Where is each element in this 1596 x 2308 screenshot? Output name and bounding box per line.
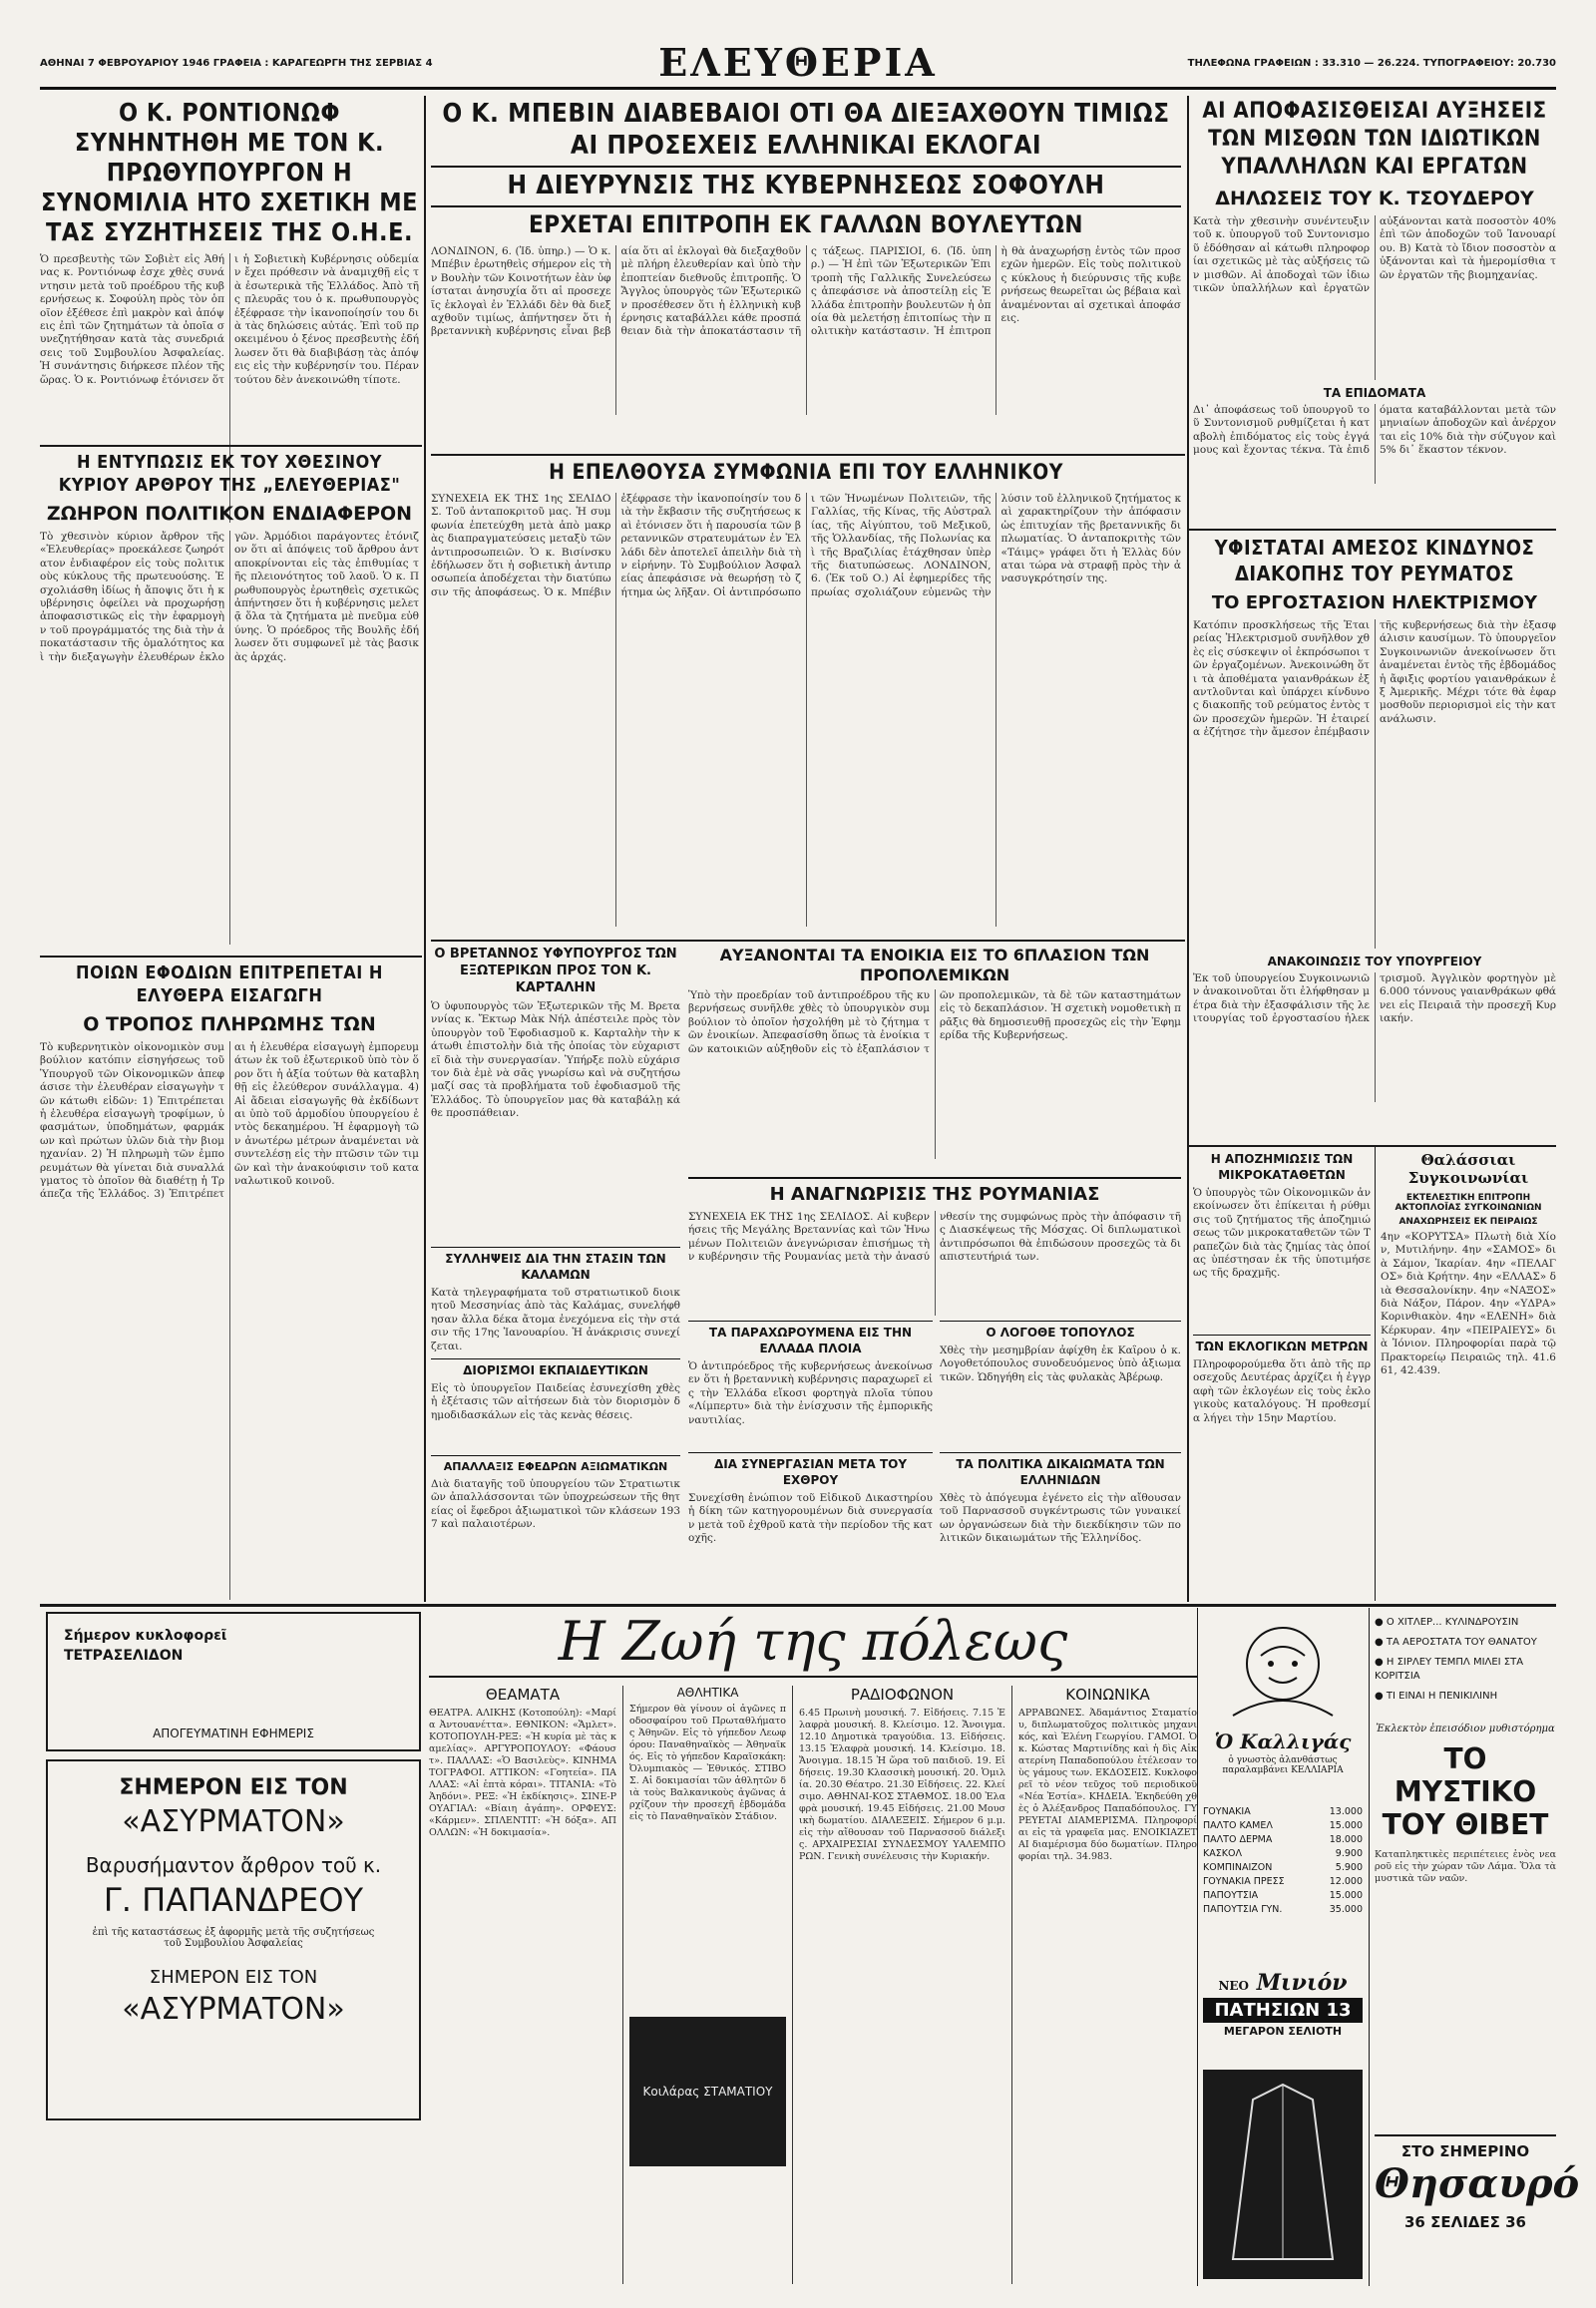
price-row: [1203, 1889, 1363, 1903]
article-body: Χθὲς τὸ ἀπόγευμα ἐγένετο εἰς τὴν αἴθουσαν τοῦ Παρνασσοῦ συγκέντρωσις τῶν γυναικείων ὀργανώσεων διὰ τὴν διεκδίκησιν τῶν πολιτικῶν δικαιωμάτων τῆς Ἑλληνίδος.: [940, 1492, 1181, 1545]
ad-line: ΤΕΤΡΑΣΕΛΙΔΟΝ: [64, 1648, 184, 1664]
article-headline: ΤΑ ΠΑΡΑΧΩΡΟΥΜΕΝΑ ΕΙΣ ΤΗΝ ΕΛΛΑΔΑ ΠΛΟΙΑ: [708, 1326, 913, 1355]
price-row: [1203, 1833, 1363, 1847]
column-rule: [1369, 1608, 1370, 2286]
article-headline: ΑΥΞΑΝΟΝΤΑΙ ΤΑ ΕΝΟΙΚΙΑ ΕΙΣ ΤΟ 6ΠΛΑΣΙΟΝ ΤΩΝ ΠΡΟΠΟΛΕΜΙΚΩΝ: [719, 946, 1150, 984]
article-body: Ὁ ἀντιπρόεδρος τῆς κυβερνήσεως ἀνεκοίνωσεν ὅτι ἡ βρεταννικὴ κυβέρνησις παραχωρεῖ εἰς τὴν Ἑλλάδα εἴκοσι φορτηγὰ πλοῖα τύπου «Λίμπερτυ» διὰ τὴν ἐνίσχυσιν τῆς ἐμπορικῆς ναυτιλίας.: [688, 1360, 933, 1426]
price-row: [1203, 1847, 1363, 1861]
section-divider: [40, 956, 422, 958]
bullet-text: ΤΙ ΕΙΝΑΙ Η ΠΕΝΙΚΙΛΙΝΗ: [1386, 1691, 1498, 1702]
section-divider: [1189, 1145, 1556, 1147]
shipping-committee: ΕΚΤΕΛΕΣΤΙΚΗ ΕΠΙΤΡΟΠΗ ΑΚΤΟΠΛΟΪΑΣ ΣΥΓΚΟΙΝΩΝΙΩΝ: [1395, 1193, 1542, 1213]
center-sub5: [431, 1455, 680, 1600]
column-rule: [1187, 96, 1189, 1602]
section-divider: [1189, 529, 1556, 531]
zoi-col-text: 6.45 Πρωινὴ μουσική. 7. Εἰδήσεις. 7.15 Ἐλαφρὰ μουσική. 8. Κλείσιμο. 12. Ἄνοιγμα. 12.10 Δημοτικὰ τραγούδια. 13. Εἰδήσεις. 13.15 Ἐλαφρὰ μουσική. 14. Κλείσιμο. 18. Ἄνοιγμα. 18.15 Ἡ ὥρα τοῦ παιδιοῦ. 19. Εἰδήσεις. 19.30 Κλασσικὴ μουσική. 20. Ὁμιλία. 20.30 Θέατρο. 21.30 Εἰδήσεις. 22. Κλείσιμο. ΑΘΗΝΑΙ-ΚΟΣ ΣΤΑΘΜΟΣ. 18.00 Ἐλαφρὰ μουσική. 19.45 Εἰδήσεις. 21.00 Μουσικὴ δωματίου. ΔΙΑΛΕΞΕΙΣ. Σήμερον 6 μ.μ. εἰς τὴν αἴθουσαν τοῦ Παρνασσοῦ διάλεξις. ΑΡΧΑΙΡΕΣΙΑΙ ΣΥΝΔΕΣΜΟΥ ΥΑΛΕΜΠΟΡΩΝ. Γενικὴ συνέλευσις τὴν Κυριακήν.: [799, 1708, 1005, 1862]
article-headline: Η ΕΠΕΛΘΟΥΣΑ ΣΥΜΦΩΝΙΑ ΕΠΙ ΤΟΥ ΕΛΛΗΝΙΚΟΥ: [549, 460, 1063, 484]
price-row: [1203, 1805, 1363, 1819]
section-title: ΑΝΑΚΟΙΝΩΣΙΣ ΤΟΥ ΥΠΟΥΡΓΕΙΟΥ: [1267, 955, 1482, 968]
ad-kykloforei: [46, 1612, 421, 1751]
ad-kalliga: [1203, 1616, 1363, 1795]
article-body: Ὑπὸ τὴν προεδρίαν τοῦ ἀντιπροέδρου τῆς κυβερνήσεως συνῆλθε χθὲς τὸ ὑπουργικὸν συμβούλιον τὸ ὁποῖον ἠσχολήθη μὲ τὸ ζήτημα τῶν ἐνοικίων. Ἀπεφασίσθη ὅπως τὰ ἐνοίκια τῶν κατοικιῶν αὐξηθοῦν εἰς τὸ ἑξαπλάσιον τῶν προπολεμικῶν, τὰ δὲ τῶν καταστημάτων εἰς τὸ δεκαπλάσιον. Ἡ σχετικὴ νομοθετικὴ πρᾶξις θὰ δημοσιευθῇ προσεχῶς εἰς τὴν Ἐφημερίδα τῆς Κυβερνήσεως.: [688, 989, 1181, 1055]
zoi-col-theamata: [429, 1686, 623, 2284]
center-sub2: [688, 946, 1181, 1175]
price-item: ΠΑΛΤΟ ΚΑΜΕΛ: [1203, 1820, 1273, 1831]
bullet-text: Η ΣΙΡΛΕΥ ΤΕΜΠΛ ΜΙΛΕΙ ΣΤΑ ΚΟΡΙΤΣΙΑ: [1375, 1657, 1524, 1682]
article-headline: Η ΕΝΤΥΠΩΣΙΣ ΕΚ ΤΟΥ ΧΘΕΣΙΝΟΥ ΚΥΡΙΟΥ ΑΡΘΡΟΥ ΤΗΣ „ΕΛΕΥΘΕΡΙΑΣ": [58, 452, 401, 496]
zoi-col-title: ΡΑΔΙΟΦΩΝΟΝ: [850, 1686, 955, 1704]
ad-title: ΤΟΥ ΘΙΒΕΤ: [1382, 1808, 1549, 1841]
zoi-col-koinonika: [1012, 1686, 1197, 2284]
bullet-item: ● ΤΙ ΕΙΝΑΙ Η ΠΕΝΙΚΙΛΙΝΗ: [1375, 1691, 1498, 1702]
ad-brand: «ΑΣΥΡΜΑΤΟΝ»: [122, 1804, 345, 1839]
zoi-title: Η Ζωή της πόλεως: [429, 1610, 1197, 1678]
section-title: ΤΑ ΕΠΙΔΟΜΑΤΑ: [1323, 386, 1426, 400]
ad-line: ΣΗΜΕΡΟΝ ΕΙΣ ΤΟΝ: [149, 1967, 318, 1988]
article-headline: ΤΩΝ ΕΚΛΟΓΙΚΩΝ ΜΕΤΡΩΝ: [1195, 1340, 1369, 1353]
ad-oinos-text: Κοιλάρας ΣΤΑΜΑΤΙΟΥ: [642, 2085, 773, 2099]
ad-brand: Ὁ Καλλιγάς: [1214, 1730, 1352, 1753]
price-item: ΠΑΛΤΟ ΔΕΡΜΑ: [1203, 1834, 1273, 1845]
center-sub6: [688, 1177, 1181, 1317]
ad-line: ΣΤΟ ΣΗΜΕΡΙΝΟ: [1400, 2142, 1530, 2160]
ad-asyrmaton: [46, 1759, 421, 2120]
ad-line: 36 ΣΕΛΙΔΕΣ 36: [1404, 2213, 1526, 2231]
ad-name: Γ. ΠΑΠΑΝΔΡΕΟΥ: [103, 1881, 364, 1919]
zoi-col-athlitika: [623, 1686, 793, 2284]
right-sub2: [1193, 1335, 1371, 1600]
main-headline-3: ΕΡΧΕΤΑΙ ΕΠΙΤΡΟΠΗ ΕΚ ΓΑΛΛΩΝ ΒΟΥΛΕΥΤΩΝ: [431, 205, 1181, 239]
article-body: Ὁ πρεσβευτὴς τῶν Σοβιὲτ εἰς Ἀθήνας κ. Ροντιόνωφ ἐσχε χθὲς συνάντησιν μετὰ τοῦ προέδρου τῆς κυβερνήσεως κ. Σοφούλη πρὸς τὸν ὁποῖον ἐξέθεσε ἐπὶ μακρὸν καὶ ἀπόψεις ἐπὶ τῶν ζητημάτων τὰ ὁποῖα συνεζητήθησαν κατὰ τὰς συνεδριάσεις τοῦ Συμβουλίου Ἀσφαλείας. Ἡ συνάντησις διήρκεσε πλέον τῆς ὥρας. Ὁ κ. Ροντιόνωφ ἐτόνισεν ὅτι ἡ Σοβιετικὴ Κυβέρνησις οὐδεμίαν ἔχει πρόθεσιν νὰ ἀναμιχθῇ εἰς τὰ ἐσωτερικὰ τῆς Ἑλλάδος. Ἀπὸ τῆς πλευρᾶς του ὁ κ. πρωθυπουργὸς ἐξέφρασε τὴν ἱκανοποίησίν του διὰ τὰς δηλώσεις αὐτάς. Ἐπὶ τοῦ προκειμένου ὁ ξένος πρεσβευτὴς ἐδήλωσεν ὅτι θὰ διαβιβάσῃ τὰς ἀπόψεις εἰς τὴν κυβέρνησίν του. Πέραν τούτου δὲν ἀνεκοινώθη τίποτε.: [40, 253, 419, 386]
article-body: Τὸ κυβερνητικὸν οἰκονομικὸν συμβούλιον κατόπιν εἰσηγήσεως τοῦ Ὑπουργοῦ τῶν Οἰκονομικῶν ἀπεφάσισε τὴν ἐλευθέραν εἰσαγωγὴν τῶν κάτωθι εἰδῶν: 1) Ἐπιτρέπεται ἡ ἐλευθέρα εἰσαγωγὴ τροφίμων, ὑφασμάτων, ὑποδημάτων, φαρμάκων καὶ πρώτων ὑλῶν διὰ τὴν βιομηχανίαν. 2) Ἡ πληρωμὴ τῶν ἐμπορευμάτων θὰ γίνεται διὰ συναλλάγματος τὸ ὁποῖον θὰ διαθέτῃ ἡ Τράπεζα τῆς Ἑλλάδος. 3) Ἐπιτρέπεται ἡ ἐλευθέρα εἰσαγωγὴ ἐμπορευμάτων ἐκ τοῦ ἐξωτερικοῦ ὑπὸ τὸν ὅρον ὅτι ἡ ἀξία τούτων θὰ καταβληθῇ εἰς ἐλεύθερον συνάλλαγμα. 4) Αἱ ἄδειαι εἰσαγωγῆς θὰ ἐκδίδωνται ὑπὸ τοῦ ἁρμοδίου ὑπουργείου ἐντὸς δεκαημέρου. Ἡ ἐφαρμογὴ τῶν ἀνωτέρω μέτρων ἀναμένεται νὰ συντελέσῃ εἰς τὴν πτῶσιν τῶν τιμῶν καὶ τὴν ἀνακούφισιν τοῦ καταναλωτικοῦ κοινοῦ.: [40, 1041, 419, 1201]
price-row: [1203, 1875, 1363, 1889]
zoi-col-title: ΑΘΛΗΤΙΚΑ: [676, 1686, 739, 1700]
price-value: 15.000: [1329, 1890, 1363, 1901]
article-body: 4ην «ΚΟΡΥΤΣΑ» Πλωτὴ διὰ Χίον, Μυτιλήνην. 4ην «ΣΑΜΟΣ» διὰ Σάμον, Ἰκαρίαν. 4ην «ΠΕΛΑΓΟΣ» διὰ Κρήτην. 4ην «ΕΛΛΑΣ» διὰ Θεσσαλονίκην. 4ην «ΝΑΞΟΣ» διὰ Νάξον, Πάρον. 4ην «ΥΔΡΑ» Κορινθιακὸν. 4ην «ΕΛΕΝΗ» διὰ Κέρκυραν. 4ην «ΠΕΙΡΑΙΕΥΣ» διὰ Ἰόνιον. Πληροφορίαι παρὰ τῷ Πρακτορείῳ Πειραιῶς τηλ. 41.661, 42.439.: [1381, 1231, 1556, 1377]
article-headline: Ο ΒΡΕΤΑΝΝΟΣ ΥΦΥΠΟΥΡΓΟΣ ΤΩΝ ΕΞΩΤΕΡΙΚΩΝ ΠΡΟΣ ΤΟΝ Κ. ΚΑΡΤΑΛΗΝ: [434, 947, 677, 995]
article-headline: Ο Κ. ΡΟΝΤΙΟΝΩΦ ΣΥΝΗΝΤΗΘΗ ΜΕ ΤΟΝ Κ. ΠΡΩΘΥΠΟΥΡΓΟΝ Η ΣΥΝΟΜΙΛΙΑ ΗΤΟ ΣΧΕΤΙΚΗ ΜΕ ΤΑΣ ΣΥΖΗΤΗΣΕΙΣ ΤΗΣ Ο.Η.Ε.: [40, 98, 419, 246]
masthead: [40, 40, 1556, 90]
ad-brand: [1203, 1970, 1363, 1996]
left-bottom-article: [40, 962, 419, 1600]
bullet-item: ● ΤΑ ΑΕΡΟΣΤΑΤΑ ΤΟΥ ΘΑΝΑΤΟΥ: [1375, 1637, 1537, 1648]
article-body: Πληροφορούμεθα ὅτι ἀπὸ τῆς προσεχοῦς Δευτέρας ἀρχίζει ἡ ἐγγραφὴ τῶν ἐκλογέων εἰς τοὺς ἐκλογικοὺς καταλόγους. Ἡ προθεσμία λήγει τὴν 15ην Μαρτίου.: [1193, 1358, 1371, 1424]
article-body: ΛΟΝΔΙΝΟΝ, 6. (Ἰδ. ὑπηρ.) — Ὁ κ. Μπέβιν ἐρωτηθεὶς σήμερον εἰς τὴν Βουλὴν τῶν Κοινοτήτων ἐὰν ὑφίσταται ἀνησυχία ὅτι αἱ προσεχεῖς ἐκλογαὶ ἐν Ἑλλάδι δὲν θὰ διεξαχθοῦν τιμίως, ἀπήντησεν ὅτι ἡ βρεταννικὴ κυβέρνησις εἶναι βεβαία ὅτι αἱ ἐκλογαὶ θὰ διεξαχθοῦν μὲ πλήρη ἐλευθερίαν καὶ ὑπὸ τὴν ἐποπτείαν διεθνοῦς ἐπιτροπῆς. Ὁ Ἄγγλος ὑπουργὸς τῶν Ἐξωτερικῶν προσέθεσεν ὅτι ἡ ἑλληνικὴ κυβέρνησις καταβάλλει κάθε προσπάθειαν διὰ τὴν ἀποκατάστασιν τῆς τάξεως. ΠΑΡΙΣΙΟΙ, 6. (Ἰδ. ὑπηρ.) — Ἡ ἐπὶ τῶν Ἐξωτερικῶν Ἐπιτροπὴ τῆς Γαλλικῆς Συνελεύσεως ἀπεφάσισε νὰ ἀποστείλῃ εἰς Ἑλλάδα ἐπιτροπὴν βουλευτῶν ἡ ὁποία θὰ μελετήσῃ ἐπιτοπίως τὴν πολιτικὴν κατάστασιν. Ἡ ἐπιτροπὴ θὰ ἀναχωρήσῃ ἐντὸς τῶν προσεχῶν ἡμερῶν. Εἰς τοὺς πολιτικοὺς κύκλους ἡ διεύρυνσις τῆς κυβερνήσεως θεωρεῖται ὡς βέβαια καὶ ἀναμένονται αἱ σχετικαὶ ἀποφάσεις.: [431, 245, 1181, 338]
article-body: Ὁ ὑπουργὸς τῶν Οἰκονομικῶν ἀνεκοίνωσεν ὅτι ἐπίκειται ἡ ρύθμισις τοῦ ζητήματος τῆς ἀποζημιώσεως τῶν μικροκαταθετῶν τῶν Τραπεζῶν διὰ τὰς ζημίας τὰς ὁποίας ὑπέστησαν ἐκ τῆς ὑποτιμήσεως τῆς δραχμῆς.: [1193, 1187, 1371, 1280]
main-headline: Ο Κ. ΜΠΕΒΙΝ ΔΙΑΒΕΒΑΙΟΙ ΟΤΙ ΘΑ ΔΙΕΞΑΧΘΟΥΝ ΤΙΜΙΩΣ ΑΙ ΠΡΟΣΕΧΕΙΣ ΕΛΛΗΝΙΚΑΙ ΕΚΛΟΓΑΙ: [442, 99, 1170, 161]
left-mid-article: [40, 451, 419, 950]
ad-oinos: [629, 2017, 786, 2166]
section-divider: [431, 940, 1185, 942]
ad-minion: [1203, 1970, 1363, 2060]
right-sub1: [1193, 1151, 1371, 1331]
price-value: 5.900: [1335, 1862, 1363, 1873]
article-subhead: ΔΗΛΩΣΕΙΣ ΤΟΥ Κ. ΤΣΟΥΔΕΡΟΥ: [1215, 188, 1534, 209]
price-row: [1203, 1861, 1363, 1875]
zoi-col-text: ΑΡΡΑΒΩΝΕΣ. Ἀδαμάντιος Σταματίου, διπλωματοῦχος πολιτικὸς μηχανικός, καὶ Ἑλένη Γεωργίου. ΓΑΜΟΙ. Ὁ κ. Κώστας Μαρτινίδης καὶ ἡ δὶς Αἰκατερίνη Παπαδοπούλου ἐτέλεσαν τοὺς γάμους των. ΕΚΔΟΣΕΙΣ. Κυκλοφορεῖ τὸ νέον τεῦχος τοῦ περιοδικοῦ «Νέα Ἑστία». ΚΗΔΕΙΑ. Ἐκηδεύθη χθὲς ὁ Ἀλέξανδρος Παπαδόπουλος. ΓΥΡΕΥΕΤΑΙ ΔΙΑΜΕΡΙΣΜΑ. Πληροφορίαι εἰς τὰ γραφεῖα μας. ΕΝΟΙΚΙΑΖΕΤΑΙ διαμέρισμα δύο δωματίων. Πληροφορίαι τηλ. 34.983.: [1018, 1708, 1197, 1862]
ad-fur-image: [1203, 2070, 1363, 2279]
article-headline: ΑΠΑΛΛΑΞΙΣ ΕΦΕΔΡΩΝ ΑΞΙΩΜΑΤΙΚΩΝ: [443, 1460, 668, 1473]
ad-line: Βαρυσήμαντον ἄρθρον τοῦ κ.: [85, 1853, 382, 1877]
article-body: Κατὰ τηλεγραφήματα τοῦ στρατιωτικοῦ διοικητοῦ Μεσσηνίας ἀπὸ τὰς Καλάμας, συνελήφθησαν ἄλλα δέκα ἄτομα ἐνεχόμενα εἰς τὴν στάσιν τῆς 17ης Ἰανουαρίου. Ἡ ἀνάκρισις συνεχίζεται.: [431, 1287, 680, 1352]
column-rule: [1375, 1147, 1376, 1601]
article-headline: ΔΙΟΡΙΣΜΟΙ ΕΚΠΑΙΔΕΥΤΙΚΩΝ: [463, 1363, 648, 1377]
section-divider: [40, 445, 422, 447]
price-item: ΚΟΜΠΙΝΑΙΖΟΝ: [1203, 1862, 1273, 1873]
article-headline: ΑΙ ΑΠΟΦΑΣΙΣΘΕΙΣΑΙ ΑΥΞΗΣΕΙΣ ΤΩΝ ΜΙΣΘΩΝ ΤΩΝ ΙΔΙΩΤΙΚΩΝ ΥΠΑΛΛΗΛΩΝ ΚΑΙ ΕΡΓΑΤΩΝ: [1202, 99, 1547, 180]
price-value: 18.000: [1329, 1834, 1363, 1845]
ad-brand: Θησαυρό: [1375, 2160, 1580, 2207]
ad-prices: [1203, 1805, 1363, 1965]
section-divider: [40, 1604, 1556, 1607]
zoi-col-radiofonon: [793, 1686, 1012, 2284]
center-sub7: [688, 1321, 933, 1450]
article-headline: Η ΑΠΟΖΗΜΙΩΣΙΣ ΤΩΝ ΜΙΚΡΟΚΑΤΑΘΕΤΩΝ: [1210, 1152, 1354, 1182]
serial-intro: Ἐκλεκτὸν ἐπεισόδιον μυθιστόρημα: [1376, 1724, 1555, 1734]
minion-prefix: ΝΕΟ: [1218, 1979, 1250, 1993]
main-headline-2: Η ΔΙΕΥΡΥΝΣΙΣ ΤΗΣ ΚΥΒΕΡΝΗΣΕΩΣ ΣΟΦΟΥΛΗ: [431, 166, 1181, 201]
right-mid-article: [1193, 535, 1556, 1143]
masthead-left: ΑΘΗΝΑΙ 7 ΦΕΒΡΟΥΑΡΙΟΥ 1946 ΓΡΑΦΕΙΑ : ΚΑΡΑΓΕΩΡΓΗ ΤΗΣ ΣΕΡΒΙΑΣ 4: [40, 58, 433, 69]
masthead-right: ΤΗΛΕΦΩΝΑ ΓΡΑΦΕΙΩΝ : 33.310 — 26.224. ΤΥΠΟΓΡΑΦΕΙΟΥ: 20.730: [1187, 58, 1556, 69]
article-body: ΣΥΝΕΧΕΙΑ ΕΚ ΤΗΣ 1ης ΣΕΛΙΔΟΣ. Αἱ κυβερνήσεις τῆς Μεγάλης Βρεταννίας καὶ τῶν Ἡνωμένων Πολιτειῶν ἀνεγνώρισαν ἐπισήμως τὴν κυβέρνησιν τῆς Ρουμανίας μετὰ τὴν ἀνασύνθεσίν της συμφώνως πρὸς τὴν ἀπόφασιν τῆς Διασκέψεως τῆς Μόσχας. Οἱ διπλωματικοὶ ἀντιπρόσωποι θὰ ἐπιδώσουν προσεχῶς τὰ διαπιστευτήριά των.: [688, 1211, 1181, 1264]
ad-line: ὁ γνωστὸς ἀλανθάστως παραλαμβάνει ΚΕΛΛΙΑΡΙΑ: [1222, 1755, 1344, 1775]
masthead-title: ΕΛΕΥΘΕΡΙΑ: [658, 40, 938, 85]
ad-line: ΑΠΟΓΕΥΜΑΤΙΝΗ ΕΦΗΜΕΡΙΣ: [153, 1727, 314, 1740]
column-rule: [1197, 1608, 1198, 2286]
article-headline: ΠΟΙΩΝ ΕΦΟΔΙΩΝ ΕΠΙΤΡΕΠΕΤΑΙ Η ΕΛΥΘΕΡΑ ΕΙΣΑΓΩΓΗ: [76, 962, 383, 1006]
price-item: ΓΟΥΝΑΚΙΑ ΠΡΕΣΣ: [1203, 1876, 1285, 1887]
zoi-col-title: ΘΕΑΜΑΤΑ: [485, 1686, 561, 1704]
article-body: Κατόπιν προσκλήσεως τῆς Ἑταιρείας Ἠλεκτρισμοῦ συνῆλθον χθὲς εἰς σύσκεψιν οἱ ἐκπρόσωποι τῶν ἐργαζομένων. Ἀνεκοινώθη ὅτι τὰ ἀποθέματα γαιανθράκων ἐξαντλοῦνται καὶ ὑπάρχει κίνδυνος διακοπῆς τοῦ ρεύματος ἐντὸς τῶν προσεχῶν ἡμερῶν. Ἡ ἐταιρεία ἐζήτησε τὴν ἄμεσον ἐπέμβασιν τῆς κυβερνήσεως διὰ τὴν ἐξασφάλισιν καυσίμων. Τὸ ὑπουργεῖον Συγκοινωνιῶν ἀνεκοίνωσεν ὅτι ἀναμένεται ἐντὸς τῆς ἑβδομάδος ἡ ἄφιξις φορτίου γαιανθράκων ἐξ Ἀμερικῆς. Μέχρι τότε θὰ ἐφαρμοσθοῦν περιορισμοὶ εἰς τὴν κατανάλωσιν.: [1193, 619, 1556, 739]
price-value: 13.000: [1329, 1806, 1363, 1817]
price-row: [1203, 1903, 1363, 1917]
price-value: 15.000: [1329, 1820, 1363, 1831]
article-headline: ΤΑ ΠΟΛΙΤΙΚΑ ΔΙΚΑΙΩΜΑΤΑ ΤΩΝ ΕΛΛΗΝΙΔΩΝ: [956, 1457, 1165, 1487]
section-divider: [431, 454, 1185, 456]
price-item: ΠΑΠΟΥΤΣΙΑ ΓΥΝ.: [1203, 1904, 1283, 1915]
center-sub9: [940, 1321, 1181, 1450]
article-headline: Θαλάσσιαι Συγκοινωνίαι: [1407, 1151, 1529, 1187]
bullet-text: ΤΑ ΑΕΡΟΣΤΑΤΑ ΤΟΥ ΘΑΝΑΤΟΥ: [1386, 1637, 1537, 1648]
bullet-list: [1375, 1616, 1556, 1704]
right-sub3: [1381, 1151, 1556, 1600]
zoi-col-text: Σήμερον θὰ γίνουν οἱ ἀγῶνες ποδοσφαίρου τοῦ Πρωταθλήματος Ἀθηνῶν. Εἰς τὸ γήπεδον Λεωφόρου: Παναθηναϊκὸς — Ἀθηναϊκός. Εἰς τὸ γήπεδον Καραϊσκάκη: Ὀλυμπιακὸς — Ἐθνικός. ΣΤΙΒΟΣ. Αἱ δοκιμασίαι τῶν ἀθλητῶν διὰ τοὺς Βαλκανικοὺς ἀγῶνας ἀρχίζουν τὴν προσεχῆ ἑβδομάδα εἰς τὸ Παναθηναϊκὸν Στάδιον.: [629, 1704, 786, 1822]
center-mid-article: [431, 459, 1181, 938]
right-top-article: [1193, 98, 1556, 527]
article-body: ΣΥΝΕΧΕΙΑ ΕΚ ΤΗΣ 1ης ΣΕΛΙΔΟΣ. Τοῦ ἀνταποκριτοῦ μας. Ἡ συμφωνία ἐπετεύχθη μετὰ ἀπὸ μακρὰς διαπραγματεύσεις μεταξὺ τῶν ἀντιπροσωπειῶν. Ὁ κ. Βισίνσκυ ἐδήλωσεν ὅτι ἡ σοβιετικὴ ἀντιπροσωπεία ἀποδέχεται τὴν διατύπωσιν τῆς ἀποφάσεως. Ὁ κ. Μπέβιν ἐξέφρασε τὴν ἱκανοποίησίν του διὰ τὴν ἔκβασιν τῆς συζητήσεως καὶ ἐτόνισεν ὅτι ἡ παρουσία τῶν βρεταννικῶν στρατευμάτων ἐν Ἑλλάδι δὲν ἀποτελεῖ ἀπειλὴν διὰ τὴν εἰρήνην. Τὸ Συμβούλιον Ἀσφαλείας ἀπεφάσισε νὰ θεωρήσῃ τὸ ζήτημα ὡς λῆξαν. Οἱ ἀντιπρόσωποι τῶν Ἡνωμένων Πολιτειῶν, τῆς Γαλλίας, τῆς Κίνας, τῆς Αὐστραλίας, τῆς Αἰγύπτου, τοῦ Μεξικοῦ, τῆς Ὁλλανδίας, τῆς Πολωνίας καὶ τῆς Βραζιλίας ἐτάχθησαν ὑπὲρ τῆς διατυπώσεως. ΛΟΝΔΙΝΟΝ, 6. (Ἐκ τοῦ Ο.) Αἱ ἐφημερίδες τῆς πρωίας σχολιάζουν εὐμενῶς τὴν λύσιν τοῦ ἑλληνικοῦ ζητήματος καὶ χαρακτηρίζουν τὴν ἀπόφασιν ὡς ἐπιτυχίαν τῆς βρεταννικῆς διπλωματίας. Ὁ ἀνταποκριτὴς τῶν «Τάιμς» γράφει ὅτι ἡ Ἑλλὰς δύναται τώρα νὰ στραφῇ πρὸς τὴν ἀνασυγκρότησίν της.: [431, 493, 1181, 598]
article-body: Χθὲς τὴν μεσημβρίαν ἀφίχθη ἐκ Καΐρου ὁ κ. Λογοθετόπουλος συνοδευόμενος ὑπὸ ἀξιωματικῶν. Ὡδηγήθη εἰς τὰς φυλακὰς Ἀβέρωφ.: [940, 1345, 1181, 1383]
minion-brand: Μινιόν: [1256, 1970, 1348, 1996]
ad-title: ΤΟ ΜΥΣΤΙΚΟ: [1394, 1742, 1537, 1808]
price-value: 35.000: [1329, 1904, 1363, 1915]
ad-desc: Καταπληκτικὲς περιπέτειες ἑνὸς νεαροῦ εἰς τὴν χώραν τῶν Λάμα. Ὅλα τὰ μυστικὰ τῶν ναῶν.: [1375, 1849, 1556, 1884]
zoi-col-text: ΘΕΑΤΡΑ. ΑΛΙΚΗΣ (Κοτοπούλη): «Μαρία Ἀντουανέττα». ΕΘΝΙΚΟΝ: «Ἄμλετ». ΚΟΤΟΠΟΥΛΗ-ΡΕΞ: «Ἡ κυρία μὲ τὰς καμελίας». ΑΡΓΥΡΟΠΟΥΛΟΥ: «Φάουστ». ΠΑΛΛΑΣ: «Ὁ Βασιλεὺς». ΚΙΝΗΜΑΤΟΓΡΑΦΟΙ. ΑΤΤΙΚΟΝ: «Γοητεία». ΠΑΛΛΑΣ: «Αἱ ἑπτὰ κόραι». ΤΙΤΑΝΙΑ: «Τὸ Ἀηδόνι». ΡΕΞ: «Ἡ ἐκδίκησις». ΣΙΝΕ-ΡΟΥΑΓΙΑΛ: «Βίαιη ἀγάπη». ΟΡΦΕΥΣ: «Κάρμεν». ΣΠΛΕΝΤΙΤ: «Ἡ δόξα». ΑΠΟΛΛΩΝ: «Ἡ δοκιμασία».: [429, 1708, 616, 1838]
ad-brand: «ΑΣΥΡΜΑΤΟΝ»: [122, 1992, 345, 2027]
article-headline: ΥΦΙΣΤΑΤΑΙ ΑΜΕΣΟΣ ΚΙΝΔΥΝΟΣ ΔΙΑΚΟΠΗΣ ΤΟΥ ΡΕΥΜΑΤΟΣ: [1214, 536, 1535, 585]
bullet-text: Ο ΧΙΤΛΕΡ... ΚΥΛΙΝΔΡΟΥΣΙΝ: [1386, 1617, 1519, 1628]
price-item: ΚΑΣΚΟΛ: [1203, 1848, 1242, 1859]
article-body: Διὰ διαταγῆς τοῦ ὑπουργείου τῶν Στρατιωτικῶν ἀπαλλάσσονται τῶν ὑποχρεώσεων τῆς θητείας οἱ ἔφεδροι ἀξιωματικοὶ τῶν κλάσεων 1937 καὶ παλαιοτέρων.: [431, 1478, 680, 1531]
bullet-item: ● Η ΣΙΡΛΕΥ ΤΕΜΠΛ ΜΙΛΕΙ ΣΤΑ ΚΟΡΙΤΣΙΑ: [1375, 1657, 1524, 1682]
thesauros-box: [1375, 2134, 1580, 2231]
ad-address: ΠΑΤΗΣΙΩΝ 13: [1203, 1998, 1363, 2023]
center-sub1: [431, 946, 680, 1245]
ad-line: ἐπὶ τῆς καταστάσεως ἐξ ἀφορμῆς μετὰ τῆς συζητήσεως τοῦ Συμβουλίου Ἀσφαλείας: [92, 1927, 375, 1949]
center-top-article: [431, 98, 1181, 457]
article-body: Κατὰ τὴν χθεσινὴν συνέντευξιν τοῦ κ. ὑπουργοῦ τοῦ Συντονισμοῦ ἐδόθησαν αἱ κάτωθι πληροφορίαι σχετικῶς μὲ τὰς αὐξήσεις τῶν μισθῶν. Αἱ ἀποδοχαὶ τῶν ἰδιωτικῶν ὑπαλλήλων καὶ ἐργατῶν αὐξάνονται κατὰ ποσοστὸν 40% ἐπὶ τῶν ἀποδοχῶν τοῦ Ἰανουαρίου. Β) Κατὰ τὸ ἴδιον ποσοστὸν αὐξάνονται καὶ τὰ ἡμερομίσθια τῶν ἐργατῶν τῆς βιομηχανίας.: [1193, 215, 1556, 295]
article-subhead: ΤΟ ΕΡΓΟΣΤΑΣΙΟΝ ΗΛΕΚΤΡΙΣΜΟΥ: [1211, 592, 1538, 613]
ad-line: ΣΗΜΕΡΟΝ ΕΙΣ ΤΟΝ: [119, 1775, 348, 1800]
shipping-departures: ΑΝΑΧΩΡΗΣΕΙΣ ΕΚ ΠΕΙΡΑΙΩΣ: [1398, 1217, 1538, 1227]
article-body: Δι᾽ ἀποφάσεως τοῦ ὑπουργοῦ τοῦ Συντονισμοῦ ρυθμίζεται ἡ καταβολὴ ἐπιδόματος εἰς τοὺς ἐγγάμους καὶ ἔχοντας τέκνα. Τὰ ἐπιδόματα καταβάλλονται μετὰ τῶν μηνιαίων ἀποδοχῶν καὶ ἀνέρχονται εἰς 10% διὰ τὴν σύζυγον καὶ 5% δι᾽ ἕκαστον τέκνον.: [1193, 404, 1556, 457]
fur-coat-icon: [1203, 2070, 1363, 2279]
ad-line: ΜΕΓΑΡΟΝ ΣΕΛΙΟΤΗ: [1223, 2025, 1343, 2038]
price-value: 12.000: [1329, 1876, 1363, 1887]
article-subhead: ΖΩΗΡΟΝ ΠΟΛΙΤΙΚΟΝ ΕΝΔΙΑΦΕΡΟΝ: [46, 503, 413, 525]
article-body: Τὸ χθεσινὸν κύριον ἄρθρον τῆς «Ἐλευθερίας» προεκάλεσε ζωηρότατον ἐνδιαφέρον εἰς τοὺς πολιτικοὺς κύκλους τῆς πρωτευούσης. Ἐσχολιάσθη ἰδίως ἡ ἄποψις ὅτι ἡ κυβέρνησις ὀφείλει νὰ προχωρήσῃ ἀποφασιστικῶς εἰς τὴν ἐφαρμογὴν τοῦ προγράμματός της διὰ τὴν ἀποκατάστασιν τῆς ὁμαλότητος καὶ τὴν διεξαγωγὴν ἐλευθέρων ἐκλογῶν. Ἀρμόδιοι παράγοντες ἐτόνιζον ὅτι αἱ ἀπόψεις τοῦ ἄρθρου ἀνταποκρίνονται εἰς τὰς ἐπιθυμίας τῆς πλειονότητος τοῦ λαοῦ. Ὁ κ. Πρωθυπουργὸς ἐρωτηθεὶς σχετικῶς ἀπήντησεν ὅτι ἡ κυβέρνησις μελετᾷ ὅλα τὰ ζητήματα μὲ πνεῦμα εὐθύνης. Ὁ πρόεδρος τῆς Βουλῆς ἐδήλωσεν ὅτι συμφωνεῖ μὲ τὰς βασικὰς ἀρχάς.: [40, 531, 419, 663]
article-headline: Η ΑΝΑΓΝΩΡΙΣΙΣ ΤΗΣ ΡΟΥΜΑΝΙΑΣ: [769, 1184, 1100, 1205]
article-body: Ἐκ τοῦ ὑπουργείου Συγκοινωνιῶν ἀνακοινοῦται ὅτι ἐλήφθησαν μέτρα διὰ τὴν ἐξασφάλισιν τῆς λειτουργίας τοῦ ἐργοστασίου ἠλεκτρισμοῦ. Ἀγγλικὸν φορτηγὸν μὲ 6.000 τόννους γαιανθράκων φθάνει εἰς Πειραιᾶ τὴν προσεχῆ Κυριακήν.: [1193, 972, 1556, 1025]
kalliga-illustration-icon: [1203, 1616, 1363, 1735]
bullet-item: ● Ο ΧΙΤΛΕΡ... ΚΥΛΙΝΔΡΟΥΣΙΝ: [1375, 1617, 1519, 1628]
ad-thesauros: [1375, 1616, 1580, 2284]
price-item: ΓΟΥΝΑΚΙΑ: [1203, 1806, 1251, 1817]
column-rule: [424, 96, 426, 1602]
zoi-columns: [429, 1686, 1197, 2284]
article-body: Ὁ ὑφυπουργὸς τῶν Ἐξωτερικῶν τῆς Μ. Βρεταννίας κ. Ἔκτωρ Μὰκ Νήλ ἀπέστειλε πρὸς τὸν ὑπουργὸν τοῦ Ἐφοδιασμοῦ κ. Καρταλὴν τὴν κάτωθι ἐπιστολὴν διὰ τῆς ὁποίας τὸν εὐχαριστεῖ διὰ τὴν συνεργασίαν. Ὑπήρξε πολὺ εὐχάριστον διὰ ἐμὲ νὰ σᾶς γνωρίσω καὶ νὰ συζητήσω μαζί σας τὰ προβλήματα τοῦ ἐφοδιασμοῦ τῆς Ἑλλάδος. Τὸ ὑπουργεῖον μας θὰ καταβάλῃ κάθε προσπάθειαν.: [431, 1000, 680, 1120]
center-sub3: [431, 1247, 680, 1356]
article-headline: Ο ΛΟΓΟΘΕ ΤΟΠΟΥΛΟΣ: [986, 1326, 1135, 1340]
article-headline: ΣΥΛΛΗΨΕΙΣ ΔΙΑ ΤΗΝ ΣΤΑΣΙΝ ΤΩΝ ΚΑΛΑΜΩΝ: [445, 1252, 666, 1282]
article-headline: ΔΙΑ ΣΥΝΕΡΓΑΣΙΑΝ ΜΕΤΑ ΤΟΥ ΕΧΘΡΟΥ: [713, 1457, 908, 1487]
ad-line: Σήμερον κυκλοφορεῖ: [64, 1628, 227, 1644]
article-subhead: Ο ΤΡΟΠΟΣ ΠΛΗΡΩΜΗΣ ΤΩΝ: [83, 1013, 376, 1035]
center-sub8: [688, 1452, 933, 1600]
article-body: Εἰς τὸ ὑπουργεῖον Παιδείας ἐσυνεχίσθη χθὲς ἡ ἐξέτασις τῶν αἰτήσεων διὰ τὸν διορισμὸν δημοδιδασκάλων εἰς τὰς κενὰς θέσεις.: [431, 1382, 680, 1421]
center-sub10: [940, 1452, 1181, 1600]
article-body: Συνεχίσθη ἐνώπιον τοῦ Εἰδικοῦ Δικαστηρίου ἡ δίκη τῶν κατηγορουμένων διὰ συνεργασίαν μετὰ τοῦ ἐχθροῦ κατὰ τὴν περίοδον τῆς κατοχῆς.: [688, 1492, 933, 1545]
price-row: [1203, 1819, 1363, 1833]
center-sub4: [431, 1358, 680, 1453]
zoi-col-title: ΚΟΙΝΩΝΙΚΑ: [1065, 1686, 1150, 1704]
price-item: ΠΑΠΟΥΤΣΙΑ: [1203, 1890, 1259, 1901]
price-value: 9.900: [1335, 1848, 1363, 1859]
